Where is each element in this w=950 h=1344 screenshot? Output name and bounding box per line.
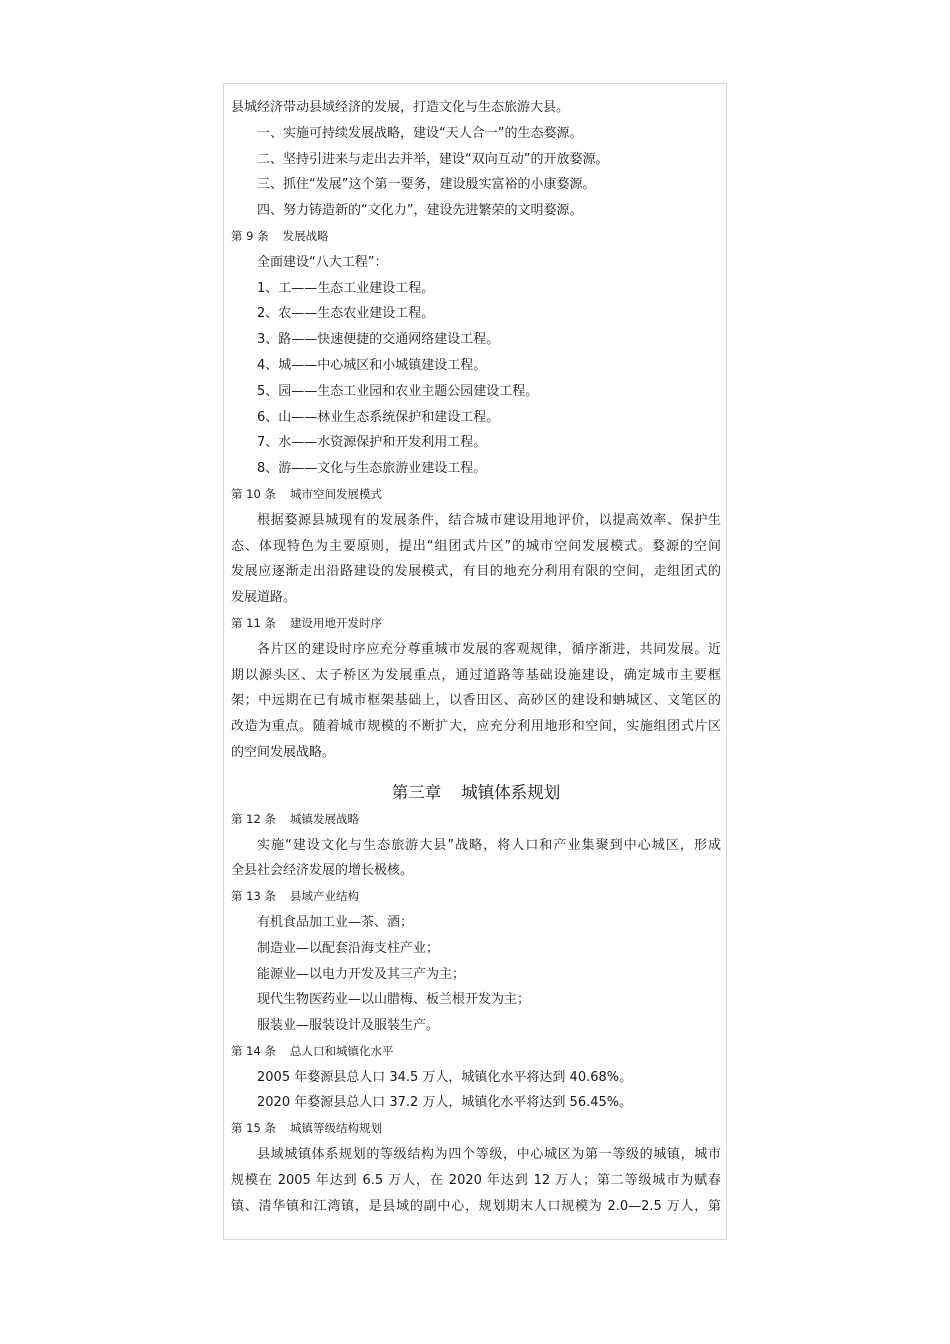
- article-title: 建设用地开发时序: [289, 615, 382, 630]
- document-content: [231, 95, 721, 1219]
- project-item: 1、工——生态工业建设工程。: [257, 280, 435, 296]
- article-heading: [231, 1039, 721, 1065]
- project-item: 4、城——中心城区和小城镇建设工程。: [257, 357, 487, 373]
- goal-item: 三、抓住“发展”这个第一要务，建设殷实富裕的小康婺源。: [257, 177, 596, 193]
- project-item: 8、游——文化与生态旅游业建设工程。: [257, 461, 487, 477]
- text-line: 全县社会经济发展的增长极核。: [231, 863, 414, 879]
- text-line: 全面建设“八大工程”：: [257, 254, 388, 270]
- article-heading: [231, 482, 721, 508]
- goal-item: 二、坚持引进来与走出去并举，建设“双向互动”的开放婺源。: [257, 151, 609, 167]
- article-title: 县域产业结构: [289, 889, 359, 904]
- paragraph: [231, 637, 721, 766]
- chapter-heading: [231, 780, 721, 806]
- article-number: 第 15 条: [231, 1121, 276, 1136]
- text-line: 期以源头区、太子桥区为发展重点，通过道路等基础设施建设，确定城市主要框: [231, 667, 721, 683]
- article-title: 城市空间发展模式: [289, 486, 382, 501]
- article-heading: [231, 807, 721, 833]
- article-number: 第 14 条: [231, 1043, 276, 1058]
- article-number: 第 13 条: [231, 889, 276, 904]
- industry-item: 能源业—以电力开发及其三产为主；: [257, 966, 466, 982]
- article-heading: [231, 1116, 721, 1142]
- article-title: 总人口和城镇化水平: [289, 1043, 394, 1058]
- article-number: 第 10 条: [231, 486, 276, 501]
- population-item: 2005 年婺源县总人口 34.5 万人，城镇化水平将达到 40.68%。: [257, 1069, 633, 1085]
- text-line: 态、体现特色为主要原则，提出“组团式片区”的城市空间发展模式。婺源的空间: [231, 538, 721, 554]
- text-line: 镇、清华镇和江湾镇，是县域的副中心，规划期末人口规模为 2.0—2.5 万人，第: [231, 1198, 721, 1214]
- text-line: 的空间发展战略。: [231, 744, 336, 760]
- article-title: 城镇等级结构规划: [289, 1121, 382, 1136]
- article-heading: [231, 224, 721, 250]
- article-title: 城镇发展战略: [289, 811, 359, 826]
- text-line: 县域城镇体系规划的等级结构为四个等级，中心城区为第一等级的城镇，城市: [257, 1147, 721, 1163]
- text-line: 发展道路。: [231, 590, 297, 606]
- article-heading: [231, 884, 721, 910]
- document-page: [223, 83, 727, 1240]
- project-item: 7、水——水资源保护和开发利用工程。: [257, 435, 487, 451]
- text-line: 县城经济带动县域经济的发展，打造文化与生态旅游大县。: [231, 100, 570, 115]
- industry-item: 有机食品加工业—茶、酒；: [257, 914, 414, 930]
- article-number: 第 9 条: [231, 228, 269, 243]
- goal-item: 一、实施可持续发展战略，建设“天人合一”的生态婺源。: [257, 125, 583, 141]
- industry-item: 制造业—以配套沿海支柱产业；: [257, 940, 440, 956]
- chapter-number: 第三章: [391, 782, 442, 802]
- text-line: 发展应逐渐走出沿路建设的发展模式，有目的地充分利用有限的空间，走组团式的: [231, 564, 721, 580]
- article-heading: [231, 611, 721, 637]
- text-line: 架；中远期在已有城市框架基础上，以香田区、高砂区的建设和蚺城区、文笔区的: [231, 693, 721, 709]
- project-item: 5、园——生态工业园和农业主题公园建设工程。: [257, 383, 539, 399]
- article-title: 发展战略: [282, 228, 329, 243]
- text-line: 各片区的建设时序应充分尊重城市发展的客观规律，循序渐进，共同发展。近: [257, 641, 721, 657]
- industry-item: 现代生物医药业—以山腊梅、板兰根开发为主；: [257, 992, 531, 1008]
- goal-item: 四、努力铸造新的“文化力”，建设先进繁荣的文明婺源。: [257, 203, 583, 219]
- chapter-title: 城镇体系规划: [461, 782, 561, 802]
- text-line: 实施“建设文化与生态旅游大县”战略，将人口和产业集聚到中心城区，形成: [257, 837, 721, 853]
- project-item: 6、山——林业生态系统保护和建设工程。: [257, 409, 500, 425]
- population-item: 2020 年婺源县总人口 37.2 万人，城镇化水平将达到 56.45%。: [257, 1095, 633, 1111]
- project-item: 2、农——生态农业建设工程。: [257, 306, 435, 322]
- article-number: 第 12 条: [231, 811, 276, 826]
- paragraph: [231, 1142, 721, 1219]
- industry-item: 服装业—服装设计及服装生产。: [257, 1018, 440, 1034]
- project-item: 3、路——快速便捷的交通网络建设工程。: [257, 332, 500, 348]
- text-line: 根据婺源县城现有的发展条件，结合城市建设用地评价，以提高效率、保护生: [257, 512, 721, 528]
- text-line: 改造为重点。随着城市规模的不断扩大，应充分利用地形和空间，实施组团式片区: [231, 719, 721, 735]
- paragraph: [231, 508, 721, 611]
- paragraph: [231, 833, 721, 885]
- article-number: 第 11 条: [231, 615, 276, 630]
- text-line: 规模在 2005 年达到 6.5 万人，在 2020 年达到 12 万人；第二等级城市为赋春: [231, 1172, 721, 1188]
